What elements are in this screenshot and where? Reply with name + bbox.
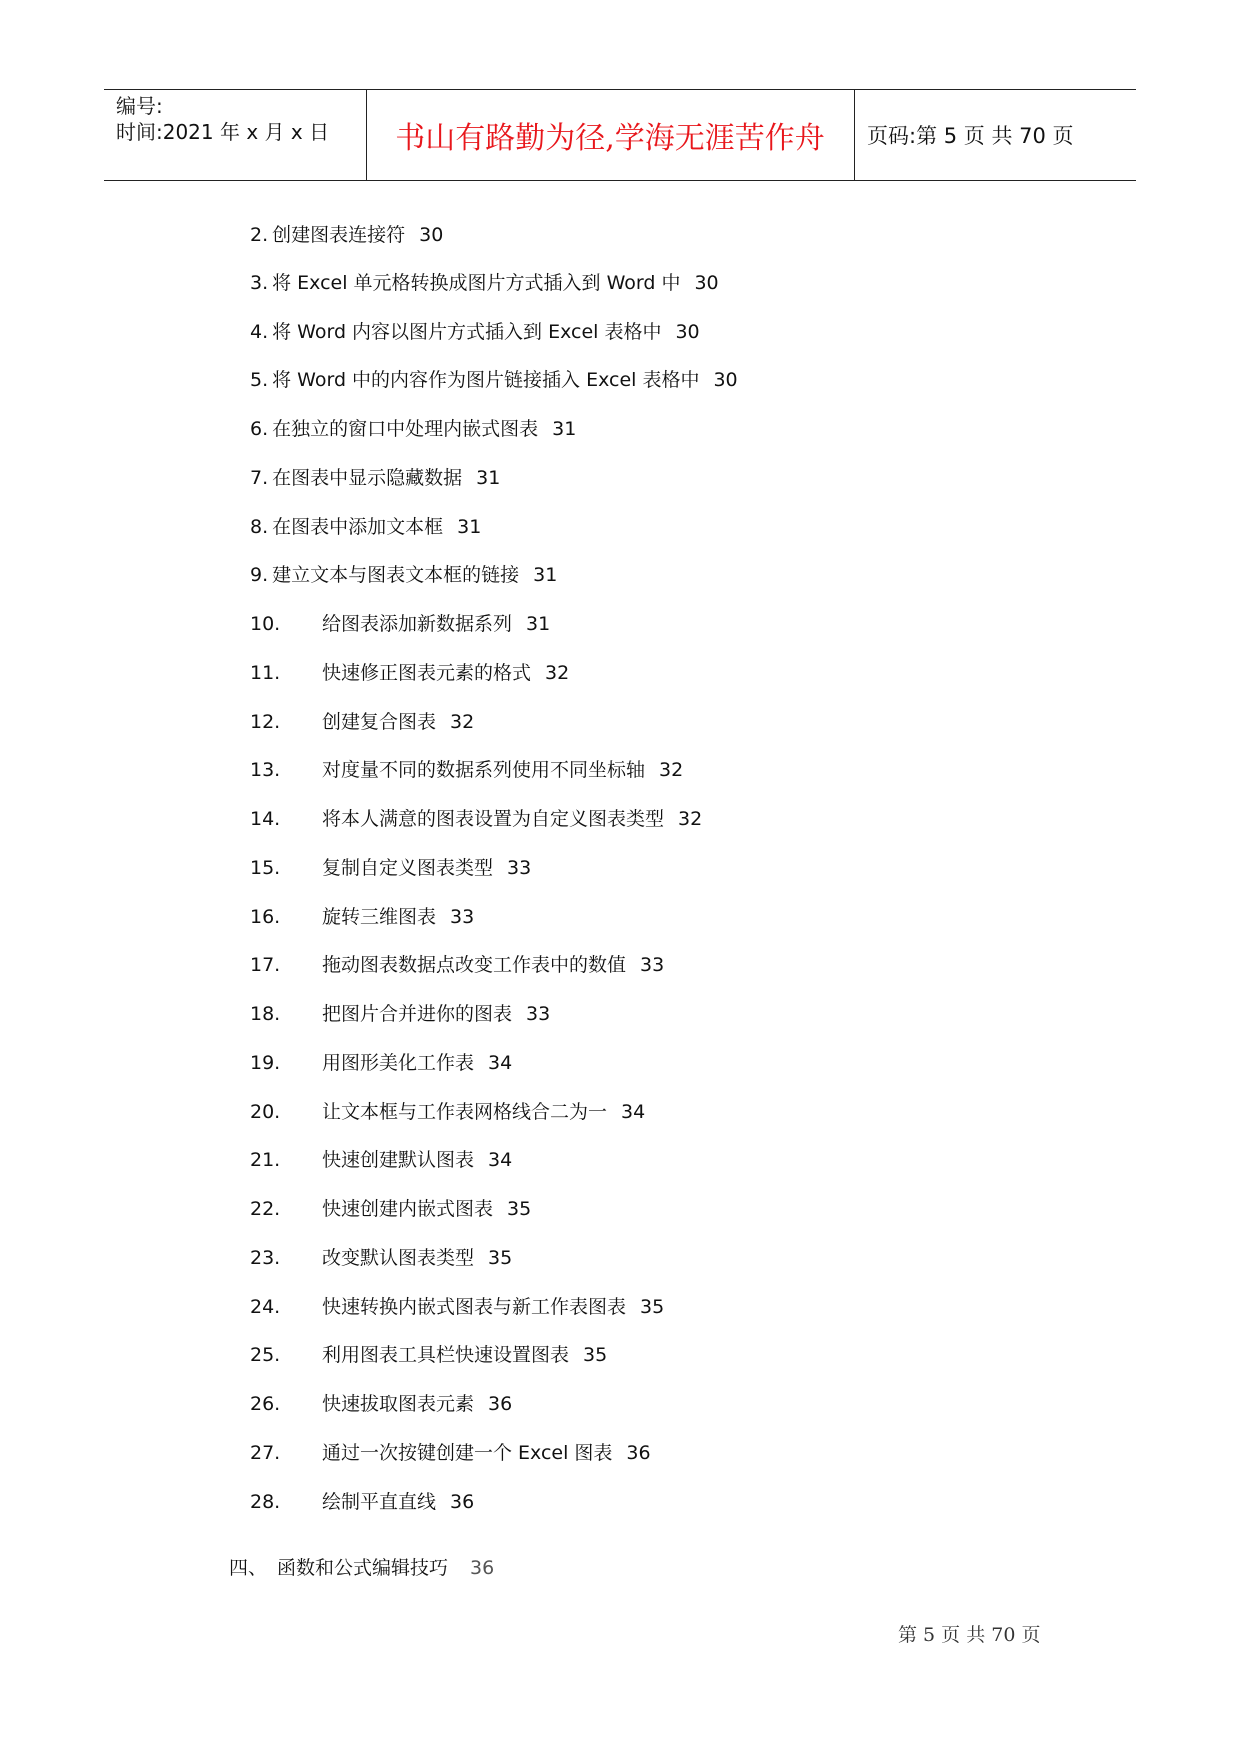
toc-entry-title: 在图表中添加文本框 [272,516,444,538]
toc-entry-number: 14. [250,808,281,830]
toc-entry-number: 9. [250,564,269,586]
toc-entry-page: 35 [640,1296,665,1318]
toc-entry[interactable] [250,1438,651,1468]
toc-entry[interactable] [250,1292,664,1322]
toc-entry-title: 在独立的窗口中处理内嵌式图表 [272,418,539,440]
toc-entry-title: 创建图表连接符 [272,224,406,246]
toc-entry-title: 对度量不同的数据系列使用不同坐标轴 [322,759,646,781]
toc-entry-title: 拖动图表数据点改变工作表中的数值 [322,954,627,976]
toc-entry[interactable] [250,463,500,493]
toc-entry-number: 7. [250,467,269,489]
toc-entry-page: 31 [533,564,558,586]
toc-entry-page: 36 [450,1491,475,1513]
toc-entry-title: 建立文本与图表文本框的链接 [272,564,520,586]
toc-entry-page: 30 [675,321,700,343]
toc-entry[interactable] [250,220,443,250]
toc-entry-page: 30 [694,272,719,294]
toc-entry-number: 23. [250,1247,281,1269]
toc-entry-title: 绘制平直直线 [322,1491,437,1513]
toc-entry-page: 33 [526,1003,551,1025]
toc-entry-page: 35 [583,1344,608,1366]
toc-entry-page: 36 [626,1442,651,1464]
toc-entry[interactable] [250,755,683,785]
toc-entry-page: 34 [621,1101,646,1123]
toc-entry-page: 31 [476,467,501,489]
toc-entry[interactable] [250,268,719,298]
toc-entry[interactable] [250,658,569,688]
toc-entry-page: 32 [450,711,475,733]
toc-entry-number: 12. [250,711,281,733]
toc-entry[interactable] [250,999,550,1029]
toc-entry[interactable] [250,365,738,395]
toc-entry-title: 将 Word 内容以图片方式插入到 Excel 表格中 [272,321,662,343]
section-title: 函数和公式编辑技巧 [277,1557,449,1579]
toc-entry[interactable] [250,1340,607,1370]
toc-entry-title: 让文本框与工作表网格线合二为一 [322,1101,608,1123]
toc-entry-page: 35 [507,1198,532,1220]
toc-entry-title: 利用图表工具栏快速设置图表 [322,1344,570,1366]
toc-entry-number: 16. [250,906,281,928]
section-number: 四、 [229,1557,268,1579]
toc-entry-title: 创建复合图表 [322,711,437,733]
section-page: 36 [470,1557,495,1579]
toc-entry[interactable] [250,853,531,883]
toc-entry-number: 4. [250,321,269,343]
page-footer: 第 5 页 共 70 页 [898,1624,1041,1646]
toc-entry-number: 28. [250,1491,281,1513]
toc-entry-title: 将 Excel 单元格转换成图片方式插入到 Word 中 [272,272,681,294]
toc-entry[interactable] [250,1097,645,1127]
toc-entry-title: 快速修正图表元素的格式 [322,662,532,684]
toc-entry-title: 给图表添加新数据系列 [322,613,513,635]
toc-entry-page: 35 [488,1247,513,1269]
toc-entry-number: 3. [250,272,269,294]
header-page-info: 页码:第 5 页 共 70 页 [867,123,1074,148]
toc-entry-title: 改变默认图表类型 [322,1247,475,1269]
toc-entry-title: 将 Word 中的内容作为图片链接插入 Excel 表格中 [272,369,700,391]
toc-entry-number: 2. [250,224,269,246]
toc-entry-page: 32 [545,662,570,684]
toc-entry[interactable] [250,512,481,542]
toc-entry-page: 30 [713,369,738,391]
toc-entry[interactable] [250,1194,531,1224]
toc-entry-page: 36 [488,1393,513,1415]
toc-entry-number: 6. [250,418,269,440]
toc-entry-number: 13. [250,759,281,781]
toc-entry[interactable] [250,707,474,737]
toc-entry[interactable] [250,1243,512,1273]
toc-entry-title: 在图表中显示隐藏数据 [272,467,463,489]
header-divider [854,90,855,180]
toc-entry[interactable] [250,1487,474,1517]
toc-entry-page: 32 [678,808,703,830]
toc-entry-number: 22. [250,1198,281,1220]
toc-entry[interactable] [250,902,474,932]
toc-entry[interactable] [250,317,700,347]
toc-entry[interactable] [250,1389,512,1419]
toc-entry-page: 34 [488,1149,513,1171]
toc-section-heading[interactable] [229,1553,494,1583]
toc-entry-title: 把图片合并进你的图表 [322,1003,513,1025]
toc-entry-page: 30 [419,224,444,246]
toc-entry-number: 20. [250,1101,281,1123]
toc-entry-page: 33 [507,857,532,879]
toc-entry-page: 33 [640,954,665,976]
toc-entry-number: 19. [250,1052,281,1074]
toc-entry-title: 快速创建内嵌式图表 [322,1198,494,1220]
toc-entry-number: 21. [250,1149,281,1171]
toc-entry-page: 32 [659,759,684,781]
toc-entry-number: 17. [250,954,281,976]
toc-entry-number: 10. [250,613,281,635]
toc-entry-title: 快速创建默认图表 [322,1149,475,1171]
toc-entry-title: 用图形美化工作表 [322,1052,475,1074]
toc-entry-number: 27. [250,1442,281,1464]
toc-entry[interactable] [250,560,557,590]
toc-entry-title: 将本人满意的图表设置为自定义图表类型 [322,808,665,830]
toc-entry-title: 通过一次按键创建一个 Excel 图表 [322,1442,613,1464]
toc-entry-number: 8. [250,516,269,538]
toc-entry[interactable] [250,609,550,639]
toc-entry[interactable] [250,1145,512,1175]
toc-entry-page: 31 [552,418,577,440]
toc-entry-number: 15. [250,857,281,879]
toc-entry[interactable] [250,1048,512,1078]
toc-entry[interactable] [250,804,702,834]
toc-entry[interactable] [250,414,576,444]
page-header [104,89,1136,181]
toc-entry-title: 快速拔取图表元素 [322,1393,475,1415]
toc-entry-page: 33 [450,906,475,928]
toc-entry[interactable] [250,950,664,980]
toc-entry-title: 旋转三维图表 [322,906,437,928]
toc-entry-number: 24. [250,1296,281,1318]
toc-entry-number: 26. [250,1393,281,1415]
toc-entry-number: 25. [250,1344,281,1366]
toc-entry-page: 31 [457,516,482,538]
toc-entry-title: 快速转换内嵌式图表与新工作表图表 [322,1296,627,1318]
toc-entry-title: 复制自定义图表类型 [322,857,494,879]
toc-entry-number: 18. [250,1003,281,1025]
toc-entry-page: 31 [526,613,551,635]
toc-entry-number: 5. [250,369,269,391]
toc-entry-page: 34 [488,1052,513,1074]
serial-number-label: 编号: [116,94,163,118]
header-motto: 书山有路勤为径,学海无涯苦作舟 [395,120,825,156]
date-label: 时间:2021 年 x 月 x 日 [116,120,330,144]
toc-entry-number: 11. [250,662,281,684]
